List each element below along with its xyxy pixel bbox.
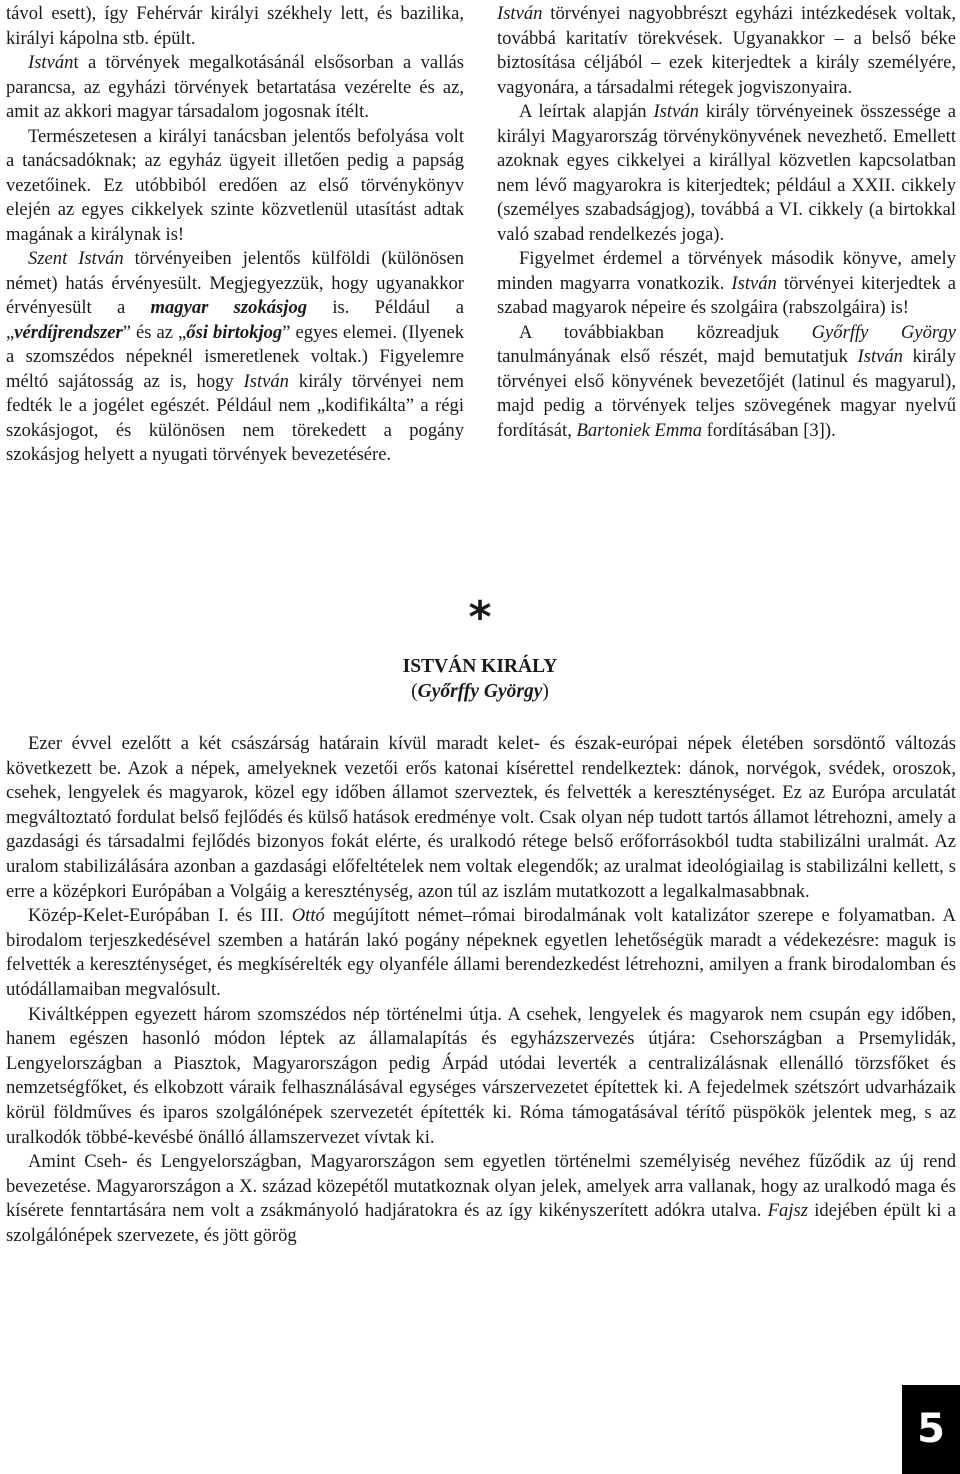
article-title: ISTVÁN KIRÁLY [402, 656, 558, 677]
article-paragraph-2: Közép-Kelet-Európában I. és III. Ottó megújított német–római birodalmának volt katalizátor szerepe e folyamatban. A birodalom terjeszkedésével szemben a határán lakó pogány népeknek egyetlen lehetőségük maradt a védekezésre: maguk is felvették a kereszténységet, és megkísérelték egy olyanféle állami berendezkedést létrehozni, amilyen a frank birodalomban és utódállamaiban megvalósult. [6, 905, 956, 1000]
name-istvan: István [497, 3, 543, 24]
right-column [497, 2, 956, 443]
article-paragraph-1: Ezer évvel ezelőtt a két császárság határain kívül maradt kelet- és észak-európai népek életében sorsdöntő változás következett be. Azok a népek, amelyeknek vezetői erős katonai kísérettel rendelkeztek: dánok, norvégok, svédek, oroszok, csehek, lengyelek és magyarok, közel egy időben államot szerveztek, és felvették a kereszténységet. Ez az Európa arculatát megváltoztató fordulat belső fejlődés és külső hatások eredménye volt. Csak olyan nép tudott tartós államot létrehozni, amely a gazdasági és társadalmi fejlődés bizonyos fokát elérte, és uralkodó rétege belső erőforrásokból tudta stabilizálni uralmát. Az uralom stabilizálására azonban a gazdasági előfeltételek nem voltak elegendők; az uralmat ideológiailag is stabilizálni kellett, s erre a középkori Európában a Volgáig a kereszténység, azon túl az iszlám mutatkozott a legalkalmasabbnak. [6, 733, 956, 902]
article-paragraph-4: Amint Cseh- és Lengyelországban, Magyarországon sem egyetlen történelmi személyiség nevéhez fűződik az új rend bevezetése. Magyarországon a X. század közepétől mutatkoznak olyan jelek, amelyek arra vallanak, hogy az uralkodó maga és kísérete fenntartására nem volt a zsákmányoló hadjáratokra és az így kikényszerített adókra utalva. Fajsz idejében épült ki a szolgálónépek szervezete, és jött görög [6, 1151, 956, 1246]
name-istvan: István [731, 272, 777, 294]
left-paragraph-2: Istvánt a törvények megalkotásánál elsősorban a vallás parancsa, az egyházi törvények betartatása vezérelte és az, amit az akkori magyar társadalom jogosnak ítélt. [6, 52, 464, 122]
right-paragraph-2: A leírtak alapján István király törvényeinek összessége a királyi Magyarország törvénykönyvének nevezhető. Emellett azoknak egyes cikkelyei a királlyal közvetlen kapcsolatban nem lévő magyarokra is kiterjedtek; például a XXII. cikkely (személyes szabadságjog), továbbá a VI. cikkely (a birtokkal való szabad rendelkezés joga). [497, 101, 956, 245]
name-bartoniek-emma: Bartoniek Emma [576, 419, 702, 441]
left-paragraph-4: Szent István törvényeiben jelentős külföldi (különösen német) hatás érvényesült. Megjegyezzük, hogy ugyanakkor érvényesült a magyar szokásjog is. Például a „vérdíjrendszer” és az „ősi birtokjog” egyes elemei. (Ilyenek a szomszédos népeknél ismeretlenek voltak.) Figyelemre méltó sajátosság az is, hogy István király törvényei nem fedték le a jogélet egészét. Például nem „kodifikálta” a régi szokásjogot, és különösen nem törekedett a pogány szokásjog helyett a nyugati törvények bevezetésére. [6, 248, 464, 465]
article-paragraph-3: Kiváltképpen egyezett három szomszédos nép történelmi útja. A csehek, lengyelek és magyarok nem csupán egy időben, hanem egészen hasonló módon léptek az államalapítás és egyházszervezés útjára: Csehországban a Prsemylidák, Lengyelországban a Piasztok, Magyarországon pedig Árpád utódai leverték a centralizálásnak ellenálló törzsfőket és nemzetségfőket, és elkobzott váraik felhasználásával egységes várszervezetet építettek ki. A fejedelmek szétszórt udvarházaik körül földműves és iparos szolgálónépek szervezetét építették ki. Róma támogatásával térítő püspökök jelentek meg, s az uralkodók többé-kevésbé önálló államszervezet vívtak ki. [6, 1003, 956, 1148]
name-gyorffy-gyorgy: Győrffy György [811, 321, 956, 343]
left-paragraph-3: Természetesen a királyi tanácsban jelentős befolyása volt a tanácsadóknak; az egyház ügyeit illetően pedig a papság vezetőinek. Ez utóbbiból eredően az első törvénykönyv elején az egyes cikkelyek szinte közvetlenül utasítást adtak magának a királynak is! [6, 125, 464, 245]
page-number: 5 [902, 1385, 960, 1474]
left-column [6, 2, 464, 468]
right-paragraph-4: A továbbiakban közreadjuk Győrffy György tanulmányának első részét, majd bemutatjuk István király törvényei első könyvének bevezetőjét (latinul és magyarul), majd pedig a törvények teljes szövegének magyar nyelvű fordítását, Bartoniek Emma fordításában [3]). [497, 321, 956, 441]
article-body [6, 732, 956, 1248]
name-istvan: István [653, 101, 699, 122]
section-separator-asterisk: * [468, 592, 492, 643]
left-paragraph-1: távol esett), így Fehérvár királyi székhely lett, és bazilika, királyi kápolna stb. épült. [6, 3, 464, 49]
name-fajsz: Fajsz [767, 1200, 808, 1222]
name-istvan: István [28, 52, 74, 73]
right-paragraph-3: Figyelmet érdemel a törvények második könyve, amely minden magyarra vonatkozik. István törvényei kiterjedtek a szabad magyarok népeire és szolgáira (rabszolgáira) is! [497, 248, 956, 318]
name-szent-istvan: Szent István [28, 248, 124, 269]
term-osi-birtokjog: ősi birtokjog [186, 321, 283, 343]
term-magyar-szokasjog: magyar szokásjog [150, 297, 308, 318]
term-verdijrendszer: vérdíjrendszer [14, 321, 123, 343]
byline-author: Győrffy György [417, 681, 543, 702]
article-heading [0, 654, 960, 704]
article-byline: (Győrffy György) [411, 681, 549, 702]
right-paragraph-1: István törvényei nagyobbrészt egyházi intézkedések voltak, továbbá karitatív törekvések. Ugyanakkor – a belső béke biztosítása céljából – ezek kiterjedtek a király személyére, vagyonára, a társadalmi rétegek jogviszonyaira. [497, 3, 956, 98]
name-istvan: István [243, 370, 289, 392]
name-otto: Ottó [291, 905, 325, 927]
name-istvan: István [857, 346, 903, 367]
